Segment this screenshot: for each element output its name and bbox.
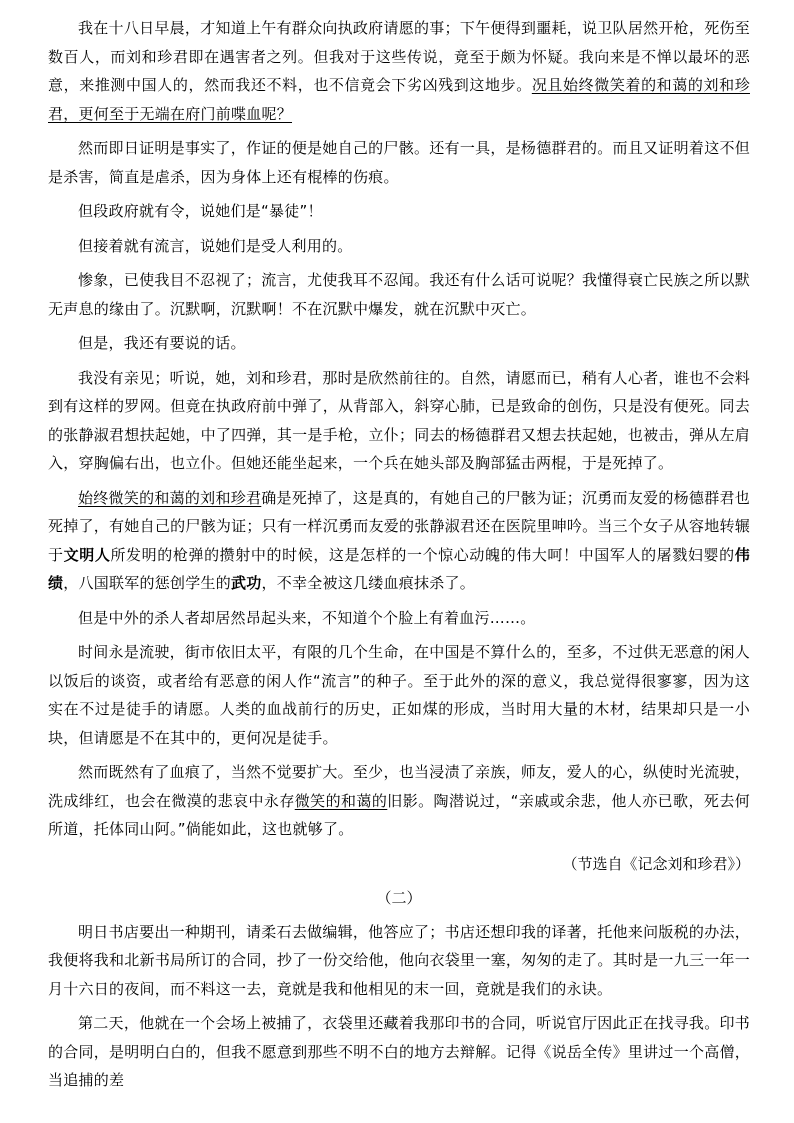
section-title: （二） xyxy=(376,888,422,907)
paragraph-11 xyxy=(48,758,750,844)
underlined-sentence: 况且始终微笑着的和蔼的刘和珍君，更何至于无端在府门前喋血呢？ xyxy=(48,76,750,123)
paragraph-8-text-4: ，不幸全被这几缕血痕抹杀了。 xyxy=(261,574,476,592)
paragraph-2: 然而即日证明是事实了，作证的便是她自己的尸骸。还有一具，是杨德群君的。而且又证明着这不但是杀害，简直是虐杀，因为身体上还有棍棒的伤痕。 xyxy=(48,139,750,186)
paragraph-10: 时间永是流驶，街市依旧太平，有限的几个生命，在中国是不算什么的，至多，不过供无恶意的闲人以饭后的谈资，或者给有恶意的闲人作“流言”的种子。至于此外的深的意义，我总觉得很寥寥，因为这实在不过是徒手的请愿。人类的血战前行的历史，正如煤的形成，当时用大量的木材，结果却只是一小块，但请愿是不在其中的，更何况是徒手。 xyxy=(48,643,750,747)
paragraph-6: 但是，我还有要说的话。 xyxy=(78,334,246,352)
paragraph-1-text: 我在十八日早晨，才知道上午有群众向执政府请愿的事；下午便得到噩耗，说卫队居然开枪，死伤至数百人，而刘和珍君即在遇害者之列。但我对于这些传说，竟至于颇为怀疑。我向来是不惮以最坏的恶意，来推测中国人的，然而我还不料，也不信竟会下劣凶残到这地步。 xyxy=(48,19,750,94)
document-page xyxy=(48,14,750,1101)
paragraph-13: 第二天，他就在一个会场上被捕了，衣袋里还藏着我那印书的合同，听说官厅因此正在找寻我。印书的合同，是明明白白的，但我不愿意到那些不明不白的地方去辩解。记得《说岳全传》里讲过一个高僧，当追捕的差 xyxy=(48,1014,750,1089)
paragraph-4: 但接着就有流言，说她们是受人利用的。 xyxy=(78,236,353,255)
bold-phrase-feat: 伟绩 xyxy=(48,545,750,592)
paragraph-5: 惨象，已使我目不忍视了；流言，尤使我耳不忍闻。我还有什么话可说呢？我懂得衰亡民族之所以默无声息的缘由了。沉默啊，沉默啊！不在沉默中爆发，就在沉默中灭亡。 xyxy=(48,271,750,318)
underlined-phrase-2: 微笑的和蔼的 xyxy=(294,791,388,810)
paragraph-11-text-2: 旧影。陶潜说过，“亲戚或余悲，他人亦已歌，死去何所道，托体同山阿。”倘能如此，这也就够了。 xyxy=(48,791,750,838)
paragraph-12: 明日书店要出一种期刊，请柔石去做编辑，他答应了；书店还想印我的译著，托他来问版税的办法，我便将我和北新书局所订的合同，抄了一份交给他，他向衣袋里一塞，匆匆的走了。其时是一九三一年一月十六日的夜间，而不料这一去，竟就是我和他相见的末一回，竟就是我们的永诀。 xyxy=(48,922,750,998)
paragraph-9: 但是中外的杀人者却居然昂起头来，不知道个个脸上有着血污……。 xyxy=(78,608,536,627)
paragraph-1 xyxy=(48,14,750,128)
paragraph-8-text: 确是死掉了，这是真的，有她自己的尸骸为证；沉勇而友爱的杨德群君也死掉了，有她自己的尸骸为证；只有一样沉勇而友爱的张静淑君还在医院里呻吟。当三个女子从容地转辗于 xyxy=(48,488,750,564)
paragraph-3: 但段政府就有令，说她们是“暴徒”！ xyxy=(78,202,323,220)
paragraph-8-text-2: 所发明的枪弹的攒射中的时候，这是怎样的一个惊心动魄的伟大呵！中国军人的屠戮妇婴的 xyxy=(110,545,735,564)
paragraph-8 xyxy=(48,484,750,598)
paragraph-7: 我没有亲见；听说，她，刘和珍君，那时是欣然前往的。自然，请愿而已，稍有人心者，谁也不会料到有这样的罗网。但竟在执政府前中弹了，从背部入，斜穿心肺，已是致命的创伤，只是没有便死。同去的张静淑君想扶起她，中了四弹，其一是手枪，立仆；同去的杨德群君又想去扶起她，也被击，弹从左肩入，穿胸偏右出，也立仆。但她还能坐起来，一个兵在她头部及胸部猛击两棍，于是死掉了。 xyxy=(48,368,750,472)
paragraph-8-text-3: ，八国联军的惩创学生的 xyxy=(63,574,232,592)
paragraph-11-text: 然而既然有了血痕了，当然不觉要扩大。至少，也当浸渍了亲族，师友，爱人的心，纵使时光流驶，洗成绯红，也会在微漠的悲哀中永存 xyxy=(48,763,750,810)
bold-phrase-civilized: 文明人 xyxy=(63,545,111,564)
source-citation: （节选自《记念刘和珍君》） xyxy=(562,854,750,873)
bold-phrase-martial: 武功 xyxy=(231,574,262,592)
underlined-phrase: 始终微笑的和蔼的刘和珍君 xyxy=(78,488,262,507)
